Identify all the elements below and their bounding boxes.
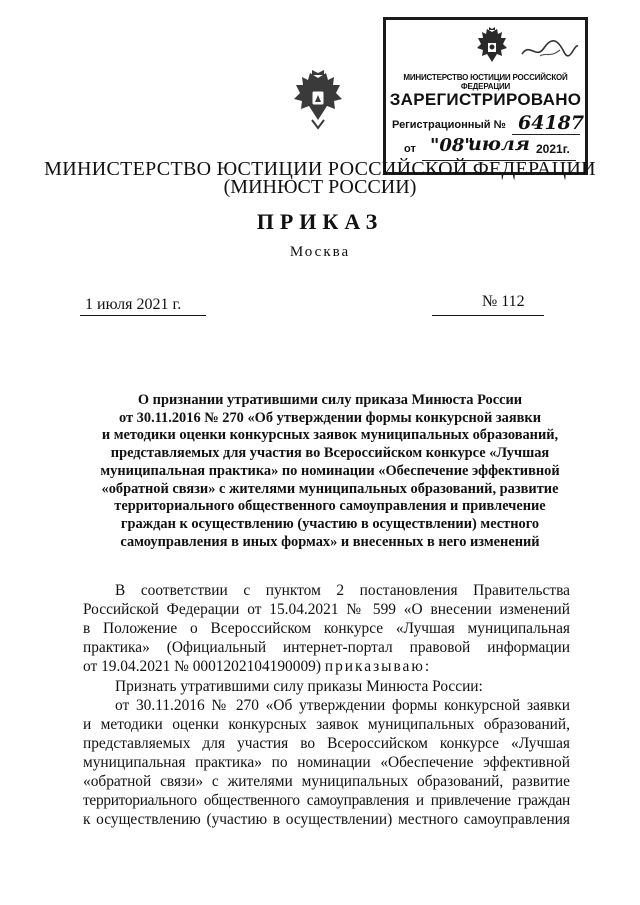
stamp-registered: ЗАРЕГИСТРИРОВАНО bbox=[389, 90, 582, 109]
heading-line: территориального общественного самоуправления и привлечение bbox=[114, 498, 546, 515]
body-line: территориального общественного самоуправления и привлечение граждан bbox=[83, 792, 570, 809]
heading-line: самоуправления в иных формах» и внесенных в него изменений bbox=[120, 533, 540, 550]
stamp-date-month: июля bbox=[468, 133, 530, 155]
city: Москва bbox=[289, 244, 351, 260]
body-line: к осуществлению (участию в осуществлении) местного самоуправления bbox=[83, 811, 570, 828]
heading-line: и методики оценки конкурсных заявок муниципальных образований, bbox=[101, 427, 559, 444]
body-line: от 30.11.2016 № 270 «Об утверждении формы конкурсной заявки bbox=[115, 697, 570, 714]
heading-line: «обратной связи» с жителями муниципальных образований, развитие bbox=[101, 480, 559, 497]
order-date: 1 июля 2021 г. bbox=[85, 296, 182, 313]
body-line: муниципальная практика» по номинации «Обеспечение эффективной bbox=[83, 754, 570, 771]
heading-line: от 30.11.2016 № 270 «Об утверждении формы конкурсной заявки bbox=[119, 409, 541, 426]
stamp-reg-number: 64187 bbox=[518, 112, 585, 134]
body-line-text: от 19.04.2021 № 0001202104190009) bbox=[83, 658, 321, 675]
order-keyword: приказываю: bbox=[324, 658, 432, 675]
heading-line: представляемых для участия во Всероссийском конкурсе «Лучшая bbox=[110, 445, 550, 462]
order-number: № 112 bbox=[482, 293, 525, 310]
body-line: Признать утратившими силу приказы Минюста России: bbox=[115, 678, 483, 695]
stamp-date-day: "08" bbox=[430, 135, 474, 156]
body-line: практика» (Официальный интернет-портал правовой информации bbox=[83, 639, 570, 656]
document-type: ПРИКАЗ bbox=[256, 209, 384, 234]
body-line: «обратной связи» с жителями муниципальных образований, развитие bbox=[83, 773, 570, 790]
stamp-ministry: МИНИСТЕРСТВО ЮСТИЦИИ РОССИЙСКОЙ ФЕДЕРАЦИИ bbox=[403, 73, 568, 91]
ministry-name: МИНИСТЕРСТВО ЮСТИЦИИ РОССИЙСКОЙ ФЕДЕРАЦИИ bbox=[44, 158, 596, 180]
body-line: и методики оценки конкурсных заявок муниципальных образований, bbox=[83, 716, 570, 733]
stamp-date-year: 2021г. bbox=[536, 142, 570, 156]
ministry-short-name: (МИНЮСТ РОССИИ) bbox=[223, 176, 417, 198]
heading-line: муниципальная практика» по номинации «Обеспечение эффективной bbox=[100, 462, 560, 479]
body-line: в Положение о Всероссийском конкурсе «Лучшая муниципальная bbox=[83, 620, 570, 637]
body-line: В соответствии с пунктом 2 постановления Правительства bbox=[115, 582, 570, 599]
body-line: Российской Федерации от 15.04.2021 № 599 «О внесении изменений bbox=[83, 601, 570, 618]
order-body bbox=[83, 0, 570, 905]
stamp-reg-label: Регистрационный № bbox=[392, 119, 506, 131]
heading-line: О признании утратившими силу приказа Минюста России bbox=[137, 392, 523, 408]
body-line bbox=[83, 658, 431, 676]
body-line: представляемых для участия во Всероссийском конкурсе «Лучшая bbox=[83, 735, 570, 752]
stamp-date-prefix: от bbox=[404, 143, 416, 155]
heading-line: граждан к осуществлению (участию в осуществлении) местного bbox=[120, 515, 540, 532]
